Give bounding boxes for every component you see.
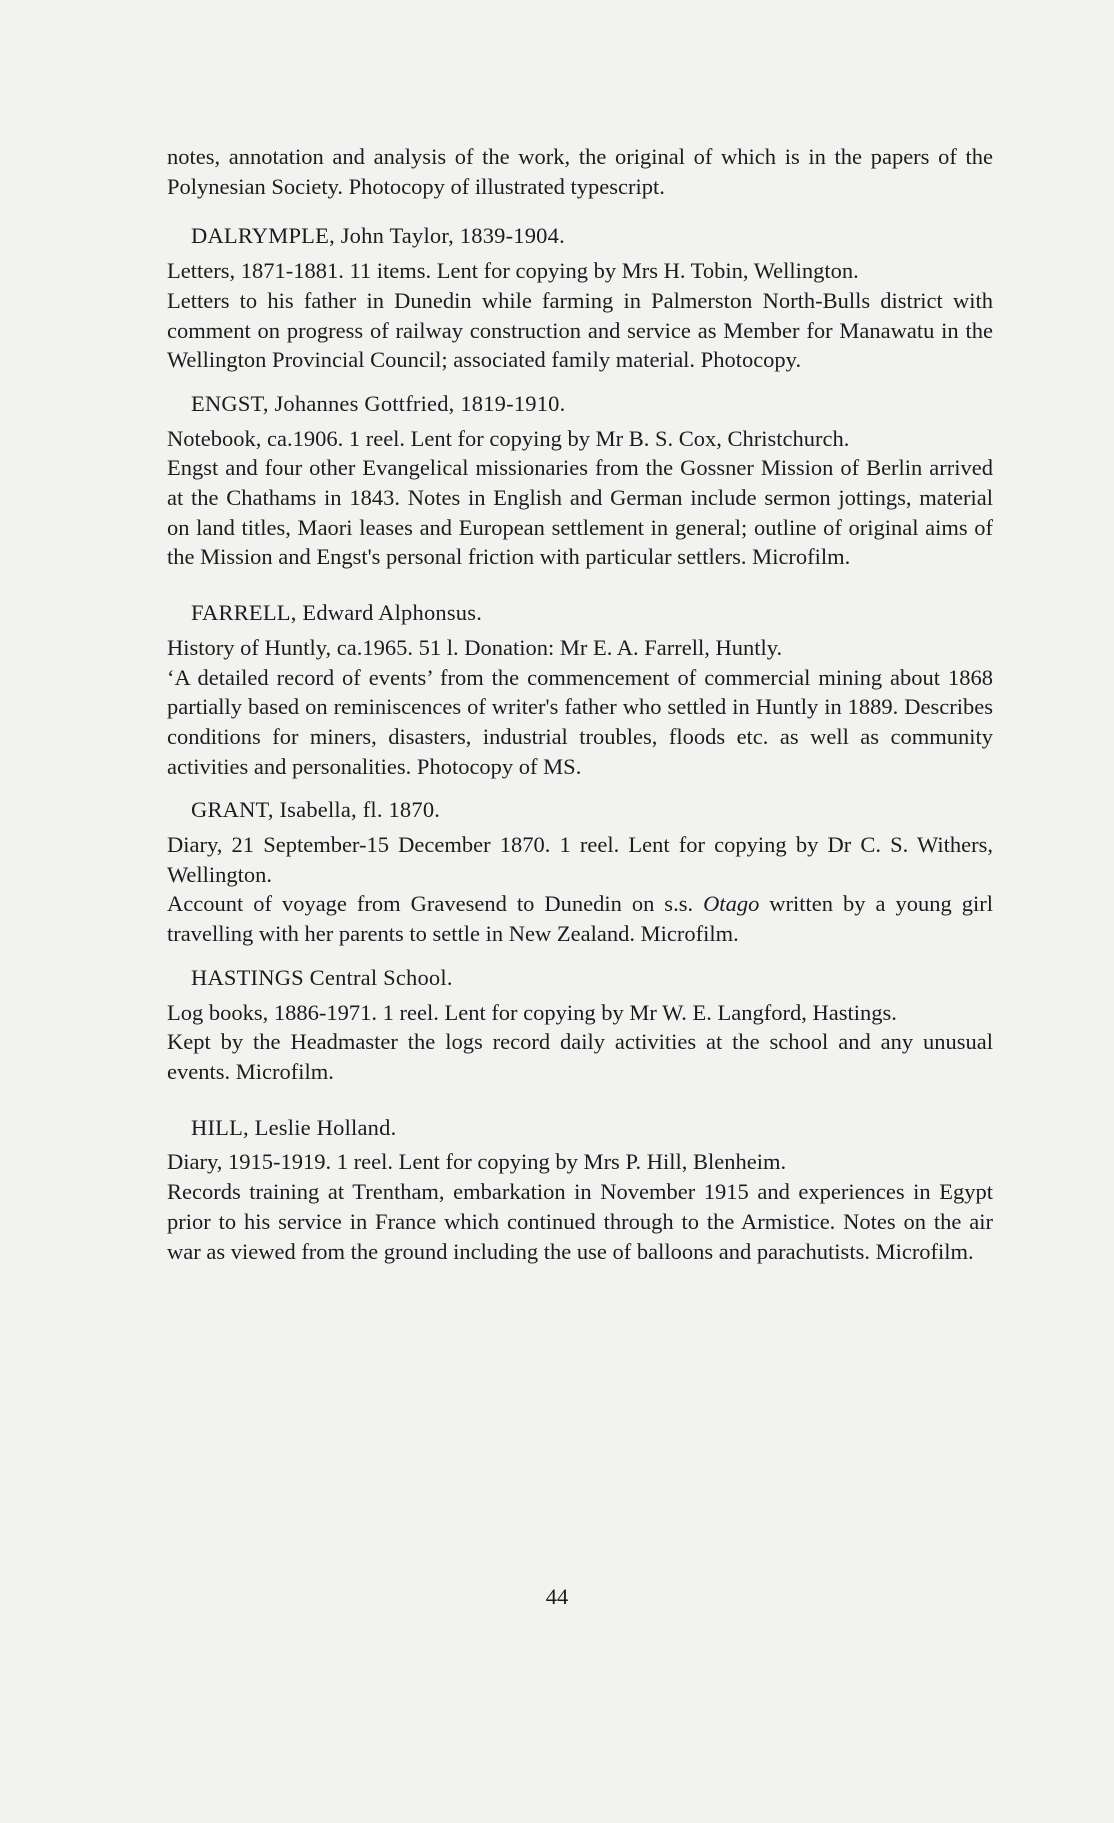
- entry-heading: ENGST, Johannes Gottfried, 1819-1910.: [191, 390, 566, 416]
- entry-description: [167, 889, 993, 948]
- entry-item: Diary, 1915-1919. 1 reel. Lent for copying by Mrs P. Hill, Blenheim.: [167, 1149, 787, 1175]
- entry-item: History of Huntly, ca.1965. 51 l. Donation: Mr E. A. Farrell, Huntly.: [167, 634, 783, 660]
- entry-heading: FARRELL, Edward Alphonsus.: [191, 600, 483, 626]
- entry-description: Kept by the Headmaster the logs record daily activities at the school and any unusual events. Microfilm.: [167, 1029, 993, 1084]
- description-text-start: Account of voyage from Gravesend to Dunedin on s.s.: [167, 891, 704, 917]
- entry-description: Records training at Trentham, embarkation in November 1915 and experiences in Egypt prior to his service in France which continued through to the Armistice. Notes on the air war as viewed from the ground including the use of balloons and parachutists. Microfilm.: [167, 1179, 993, 1264]
- page-number: 44: [545, 1584, 569, 1609]
- entry-description: Letters to his father in Dunedin while farming in Palmerston North-Bulls district with comment on progress of railway construction and service as Member for Manawatu in the Wellington Provincial Council; associated family material. Photocopy.: [167, 287, 993, 373]
- entry-grant: [167, 795, 993, 949]
- entry-item: Letters, 1871-1881. 11 items. Lent for copying by Mrs H. Tobin, Wellington.: [167, 258, 859, 284]
- entry-dalrymple: [167, 221, 993, 375]
- entry-heading: DALRYMPLE, John Taylor, 1839-1904.: [191, 223, 565, 249]
- entry-hastings: [167, 963, 993, 1087]
- entry-heading: HILL, Leslie Holland.: [191, 1114, 397, 1140]
- entry-hill: [167, 1113, 993, 1267]
- entry-engst: [167, 389, 993, 572]
- entry-farrell: [167, 598, 993, 781]
- page-content: [167, 142, 993, 1266]
- ship-name: Otago: [703, 891, 760, 917]
- intro-paragraph: notes, annotation and analysis of the work, the original of which is in the papers of the Polynesian Society. Photocopy of illustrated typescript.: [167, 144, 993, 199]
- description-text-end: written by a young girl travelling with her parents to settle in New Zealand. Microfilm.: [167, 891, 993, 947]
- entry-description: Engst and four other Evangelical missionaries from the Gossner Mission of Berlin arrived at the Chathams in 1843. Notes in English and German include sermon jottings, material on land titles, Maori leases and European settlement in general; outline of original aims of the Mission and Engst's personal friction with particular settlers. Microfilm.: [167, 455, 993, 570]
- entry-heading: GRANT, Isabella, fl. 1870.: [191, 797, 441, 823]
- entry-item: Diary, 21 September-15 December 1870. 1 reel. Lent for copying by Dr C. S. Withers, Wellington.: [167, 832, 993, 887]
- entry-description: ‘A detailed record of events’ from the commencement of commercial mining about 1868 partially based on reminiscences of writer's father who settled in Huntly in 1889. Describes conditions for miners, disasters, industrial troubles, floods etc. as well as community activities and personalities. Photocopy of MS.: [167, 664, 993, 779]
- entry-heading: HASTINGS Central School.: [191, 964, 453, 990]
- entry-item: Log books, 1886-1971. 1 reel. Lent for copying by Mr W. E. Langford, Hastings.: [167, 999, 897, 1025]
- entry-item: Notebook, ca.1906. 1 reel. Lent for copying by Mr B. S. Cox, Christchurch.: [167, 425, 850, 451]
